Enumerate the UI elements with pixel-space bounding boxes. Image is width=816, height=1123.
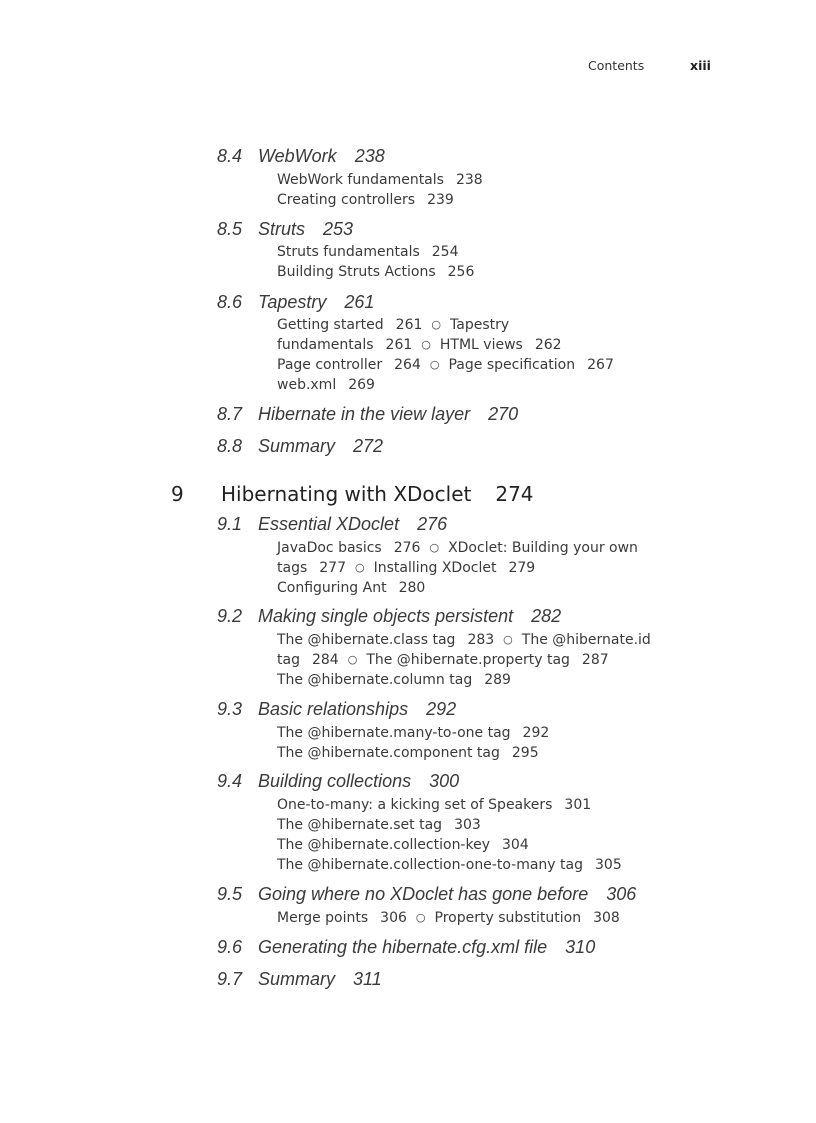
subsection-title: The @hibernate.id [521,632,651,648]
subsection-title: JavaDoc basics [277,540,382,556]
subsection-page: 280 [398,580,426,596]
subsection-title: Page controller [277,357,383,373]
bullet-separator-icon: ○ [429,358,440,371]
section-number: 9.7 [216,969,242,989]
bullet-separator-icon: ○ [431,318,441,331]
subsection-page: 304 [502,837,529,853]
toc-section-9-3[interactable] [0,699,816,723]
section-number: 9.3 [216,699,242,719]
subsection-line[interactable] [277,264,474,280]
subsection-line[interactable] [277,652,609,668]
section-title: Hibernate in the view layer 270 [258,404,519,424]
subsection-page: 279 [508,560,536,576]
subsection-line[interactable] [277,172,483,188]
subsection-line[interactable] [277,837,529,853]
section-heading [0,606,816,630]
section-title: Going where no XDoclet has gone before 306 [258,884,637,904]
subsection-title: fundamentals [277,337,374,353]
section-page: 300 [429,771,460,791]
toc-section-9-7[interactable] [0,969,816,993]
section-number: 8.6 [216,292,242,312]
subsection-page: 239 [427,192,454,208]
subsection-line[interactable] [277,632,651,648]
subsection-page: 261 [395,317,423,333]
section-title: Basic relationships 292 [258,699,457,719]
section-title: Tapestry 261 [258,292,375,312]
subsection-line[interactable] [277,745,539,761]
subsection-page: 261 [385,337,413,353]
toc-section-8-5[interactable] [0,219,816,243]
subsection-title: Page specification [448,357,576,373]
subsection-page: 308 [593,910,620,926]
toc-section-9-2[interactable] [0,606,816,630]
subsection-page: 289 [484,672,511,688]
toc-section-8-4[interactable] [0,146,816,170]
section-heading [0,514,816,538]
subsection-line[interactable] [277,797,591,813]
toc-section-9-6[interactable] [0,937,816,961]
bullet-separator-icon: ○ [415,911,426,924]
section-heading [0,219,816,243]
subsection-page: 277 [319,560,346,576]
section-number: 9.4 [216,771,242,791]
subsection-title: The @hibernate.column tag [277,672,473,688]
section-page: 270 [488,404,519,424]
section-heading [0,292,816,316]
subsection-line[interactable] [277,560,535,576]
subsection-line[interactable] [277,317,509,333]
subsection-line[interactable] [277,540,638,556]
chapter-number: 9 [171,482,184,506]
section-title: Essential XDoclet 276 [258,514,448,534]
subsection-title: The @hibernate.collection-key [277,837,490,853]
subsection-page: 292 [522,725,550,741]
subsection-page: 264 [394,357,421,373]
subsection-title: Merge points [277,910,369,926]
section-number: 8.4 [216,146,242,166]
section-page: 276 [417,514,448,534]
subsection-page: 262 [534,337,562,353]
toc-section-8-8[interactable] [0,436,816,460]
subsection-page: 303 [454,817,481,833]
section-heading [0,771,816,795]
subsection-line[interactable] [277,377,375,393]
subsection-title: One-to-many: a kicking set of Speakers [277,797,553,813]
section-number: 9.6 [216,937,242,957]
subsection-title: web.xml [277,377,337,393]
bullet-separator-icon: ○ [421,338,431,351]
section-title: WebWork 238 [258,146,385,166]
chapter-heading[interactable] [0,482,816,508]
section-heading [0,404,816,428]
subsection-page: 287 [581,652,609,668]
toc-section-9-5[interactable] [0,884,816,908]
subsection-line[interactable] [277,857,622,873]
bullet-separator-icon: ○ [429,541,440,554]
section-page: 261 [344,292,375,312]
subsection-line[interactable] [277,192,454,208]
toc-section-9-1[interactable] [0,514,816,538]
subsection-page: 305 [595,857,622,873]
subsection-page: 295 [511,745,539,761]
bullet-separator-icon: ○ [354,561,365,574]
subsection-line[interactable] [277,817,481,833]
subsection-title: HTML views [439,337,523,353]
subsection-page: 256 [447,264,475,280]
section-title: Struts 253 [258,219,354,239]
subsection-page: 267 [587,357,614,373]
subsection-title: The @hibernate.class tag [277,632,456,648]
section-page: 238 [354,146,385,166]
running-header [0,58,816,76]
subsection-page: 306 [380,910,407,926]
section-page: 311 [353,969,382,989]
subsection-title: Struts fundamentals [277,244,420,260]
subsection-page: 283 [467,632,495,648]
page-number: xiii [690,58,711,73]
subsection-title: The @hibernate.many-to-one tag [277,725,511,741]
chapter-page: 274 [495,482,534,506]
section-title: Making single objects persistent 282 [258,606,562,626]
subsection-title: The @hibernate.component tag [277,745,500,761]
subsection-title: Building Struts Actions [277,264,436,280]
section-title: Summary 272 [258,436,384,456]
subsection-title: The @hibernate.set tag [277,817,443,833]
toc-section-9-4[interactable] [0,771,816,795]
subsection-title: The @hibernate.property tag [366,652,570,668]
section-number: 9.1 [216,514,242,534]
section-title: Summary 311 [258,969,382,989]
subsection-title: Configuring Ant [277,580,387,596]
section-number: 8.8 [216,436,242,456]
subsection-line[interactable] [277,244,459,260]
subsection-line[interactable] [277,672,511,688]
section-heading [0,969,816,993]
section-page: 253 [323,219,354,239]
toc-section-8-6[interactable] [0,292,816,316]
section-page: 310 [565,937,596,957]
subsection-title: The @hibernate.collection-one-to-many tag [277,857,583,873]
subsection-page: 238 [455,172,483,188]
subsection-line[interactable] [277,337,562,353]
subsection-title: XDoclet: Building your own [448,540,638,556]
subsection-title: tags [277,560,308,576]
subsection-title: Installing XDoclet [373,560,497,576]
subsection-page: 269 [348,377,375,393]
subsection-line[interactable] [277,580,425,596]
section-number: 9.5 [216,884,242,904]
section-number: 8.7 [216,404,242,424]
subsection-page: 254 [431,244,459,260]
subsection-page: 301 [564,797,592,813]
subsection-title: WebWork fundamentals [277,172,444,188]
subsection-line[interactable] [277,725,549,741]
section-number: 9.2 [216,606,242,626]
section-heading [0,699,816,723]
subsection-page: 276 [393,540,421,556]
section-heading [0,884,816,908]
section-page: 306 [606,884,637,904]
section-heading [0,436,816,460]
subsection-title: Creating controllers [277,192,416,208]
section-heading [0,937,816,961]
subsection-title: tag [277,652,300,668]
section-title: Generating the hibernate.cfg.xml file 310 [258,937,596,957]
subsection-title: Property substitution [434,910,582,926]
toc-section-8-7[interactable] [0,404,816,428]
subsection-line[interactable] [277,910,620,926]
chapter-title: Hibernating with XDoclet 274 [221,482,534,506]
bullet-separator-icon: ○ [347,653,358,666]
subsection-title: Getting started [277,317,384,333]
subsection-title: Tapestry [450,317,510,333]
section-heading [0,146,816,170]
section-page: 272 [353,436,384,456]
section-number: 8.5 [216,219,242,239]
section-page: 282 [531,606,562,626]
section-title: Building collections 300 [258,771,460,791]
subsection-line[interactable] [277,357,614,373]
subsection-page: 284 [311,652,339,668]
running-header-title: Contents [588,58,645,73]
section-page: 292 [426,699,457,719]
bullet-separator-icon: ○ [503,633,513,646]
